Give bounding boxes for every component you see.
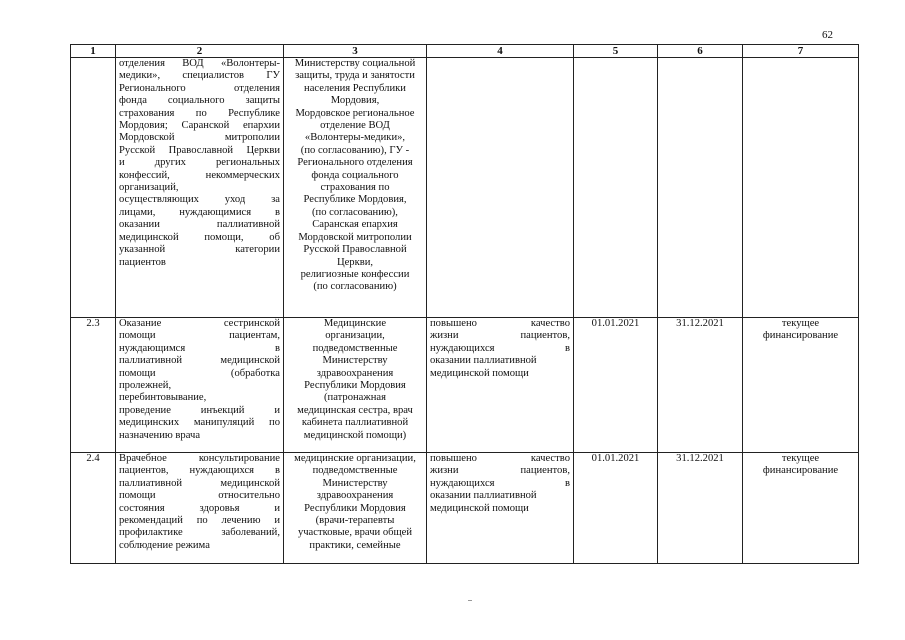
cell-line: Республики Мордовия — [304, 502, 406, 514]
col-header-4: 4 — [427, 45, 574, 58]
cell-line: помощи (обработка — [119, 367, 280, 379]
cell-line: оказании паллиативной — [430, 490, 537, 502]
col-header-2: 2 — [116, 45, 284, 58]
table-row — [71, 58, 859, 318]
cell-line: повышено качество — [430, 453, 570, 464]
col-header-5: 5 — [574, 45, 658, 58]
cell-executors — [284, 58, 427, 318]
col-header-3: 3 — [284, 45, 427, 58]
cell-line: кабинета паллиативной — [301, 417, 409, 429]
cell-line: отделение ВОД — [320, 120, 390, 132]
page-number: 62 — [822, 29, 833, 41]
cell-line: подведомственные — [312, 342, 398, 354]
cell-start-date — [574, 58, 658, 318]
cell-line: Церкви, — [336, 256, 374, 268]
cell-line: защиты, труда и занятости — [295, 70, 415, 82]
cell-line: оказании паллиативной — [430, 355, 537, 367]
cell-line: (по согласованию) — [313, 281, 397, 293]
cell-line: Мордовия, — [330, 95, 380, 107]
cell-line: финансирование — [762, 330, 839, 342]
cell-line: (по согласованию), — [312, 206, 398, 218]
cell-line: паллиативной медицинской — [119, 477, 280, 489]
cell-line: медицинской помощи, об — [119, 231, 280, 243]
cell-line: нуждающихся в — [430, 477, 570, 489]
cell-activity — [116, 318, 284, 453]
cell-line: медицинских манипуляций по — [119, 417, 280, 429]
cell-number: 2.4 — [71, 453, 116, 564]
cell-line: (патронажная — [324, 392, 386, 404]
cell-line: Министерству социальной — [294, 58, 416, 69]
cell-line: «Волонтеры-медики», — [304, 132, 406, 144]
cell-line: назначению врача — [119, 429, 201, 441]
scan-dot — [468, 600, 472, 601]
cell-line: Республике Мордовия, — [303, 194, 407, 206]
cell-number: 2.3 — [71, 318, 116, 453]
cell-line: населения Республики — [304, 82, 406, 94]
cell-line: состояния здоровья и — [119, 502, 280, 514]
cell-line: Министерству — [322, 355, 388, 367]
cell-line: Саранская епархия — [312, 219, 398, 231]
table-row — [71, 453, 859, 564]
cell-line: Министерству — [322, 477, 388, 489]
cell-result — [427, 318, 574, 453]
cell-line: Мордовия; Саранской епархии — [119, 120, 280, 132]
cell-line: жизни пациентов, — [430, 465, 570, 477]
cell-end-date: 31.12.2021 — [658, 453, 743, 564]
cell-line: Мордовской митрополии — [298, 231, 412, 243]
cell-line: фонда социального — [311, 169, 399, 181]
cell-line: организации, — [325, 330, 385, 342]
cell-line: Регионального отделения — [119, 82, 280, 94]
cell-line: фонда социального защиты — [119, 95, 280, 107]
cell-line: отделения ВОД «Волонтеры- — [119, 58, 280, 69]
cell-line: жизни пациентов, — [430, 330, 570, 342]
cell-line: (врачи-терапевты — [315, 515, 395, 527]
cell-funding — [743, 453, 859, 564]
cell-line: перебинтовывание, — [119, 392, 207, 404]
cell-line: нуждающимся в — [119, 342, 280, 354]
cell-line: страхования по Республике — [119, 107, 280, 119]
cell-line: здравоохранения — [316, 490, 394, 502]
cell-number — [71, 58, 116, 318]
cell-line: Русской Православной Церкви — [119, 144, 280, 156]
plan-table — [70, 44, 859, 564]
cell-line: пациентов, нуждающихся в — [119, 465, 280, 477]
cell-line: Республики Мордовия — [304, 380, 406, 392]
cell-funding — [743, 318, 859, 453]
cell-line: медицинские организации, — [294, 453, 416, 464]
cell-line: подведомственные — [312, 465, 398, 477]
cell-funding — [743, 58, 859, 318]
cell-line: конфессий, некоммерческих — [119, 169, 280, 181]
cell-line: медицинской помощи — [430, 502, 529, 514]
cell-line: проведение инъекций и — [119, 404, 280, 416]
col-header-6: 6 — [658, 45, 743, 58]
cell-line: оказании паллиативной — [119, 219, 280, 231]
cell-executors — [284, 453, 427, 564]
cell-line: Мордовской митрополии — [119, 132, 280, 144]
header-row — [71, 45, 859, 58]
cell-line: Оказание сестринской — [119, 318, 280, 329]
cell-line: медицинской помощи) — [303, 429, 407, 441]
cell-result — [427, 453, 574, 564]
cell-line: здравоохранения — [316, 367, 394, 379]
cell-line: лицами, нуждающимися в — [119, 206, 280, 218]
cell-line: паллиативной медицинской — [119, 355, 280, 367]
cell-executors — [284, 318, 427, 453]
cell-line: медики», специалистов ГУ — [119, 70, 280, 82]
cell-line: практики, семейные — [309, 539, 401, 551]
cell-end-date: 31.12.2021 — [658, 318, 743, 453]
cell-line: медицинской помощи — [430, 367, 529, 379]
cell-line: финансирование — [762, 465, 839, 477]
cell-line: организаций, — [119, 182, 179, 194]
cell-start-date: 01.01.2021 — [574, 453, 658, 564]
cell-activity — [116, 58, 284, 318]
cell-line: Русской Православной — [303, 244, 407, 256]
cell-line: участковые, врачи общей — [297, 527, 413, 539]
cell-line: Медицинские — [323, 318, 387, 329]
cell-start-date: 01.01.2021 — [574, 318, 658, 453]
cell-line: пациентов — [119, 256, 166, 268]
col-header-7: 7 — [743, 45, 859, 58]
cell-line: помощи относительно — [119, 490, 280, 502]
cell-line: рекомендаций по лечению и — [119, 515, 280, 527]
cell-line: Регионального отделения — [297, 157, 413, 169]
cell-line: текущее — [781, 318, 820, 329]
cell-line: и других региональных — [119, 157, 280, 169]
cell-line: текущее — [781, 453, 820, 464]
cell-line: медицинская сестра, врач — [297, 404, 413, 416]
cell-end-date — [658, 58, 743, 318]
cell-line: религиозные конфессии — [300, 268, 410, 280]
cell-line: повышено качество — [430, 318, 570, 329]
cell-line: осуществляющих уход за — [119, 194, 280, 206]
cell-line: нуждающихся в — [430, 342, 570, 354]
col-header-1: 1 — [71, 45, 116, 58]
cell-line: указанной категории — [119, 244, 280, 256]
cell-line: Мордовское региональное — [295, 107, 415, 119]
cell-line: помощи пациентам, — [119, 330, 280, 342]
cell-result — [427, 58, 574, 318]
cell-line: профилактике заболеваний, — [119, 527, 280, 539]
cell-line: соблюдение режима — [119, 539, 210, 551]
cell-line: пролежней, — [119, 380, 172, 392]
cell-line: (по согласованию), ГУ - — [300, 144, 410, 156]
cell-line: страхования по — [320, 182, 390, 194]
cell-activity — [116, 453, 284, 564]
table-row — [71, 318, 859, 453]
cell-line: Врачебное консультирование — [119, 453, 280, 464]
